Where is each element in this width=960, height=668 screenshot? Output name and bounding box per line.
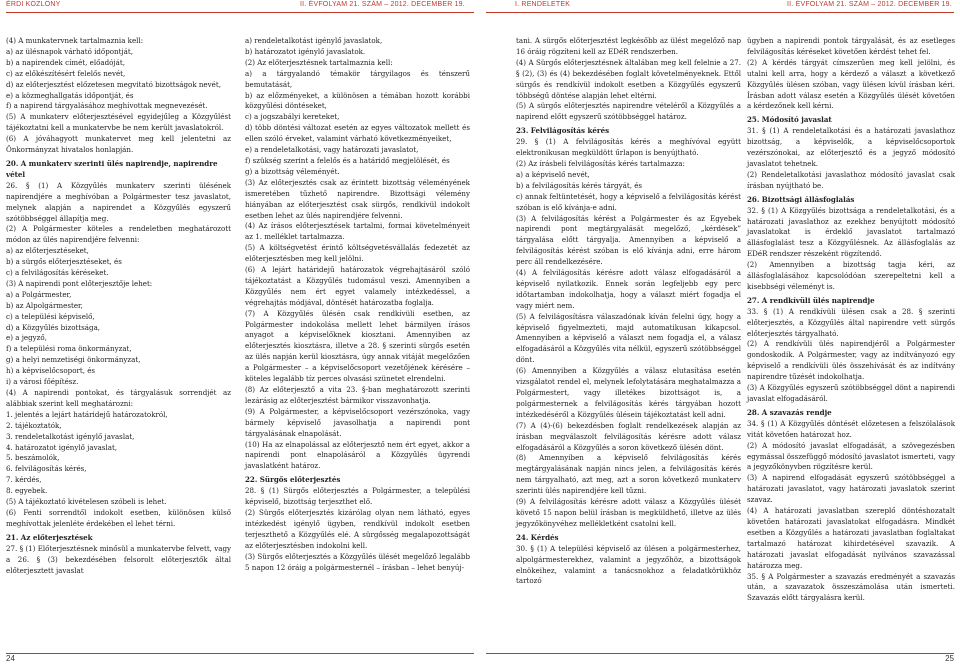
paragraph: a) az előterjesztéseket,	[6, 246, 89, 256]
paragraph: 32. § (1) A Közgyűlés bizottsága a rendeletalkotási, és a határozati javaslathoz az ezekhez benyújtott módosító javaslatokat is érdeklő javaslatot tartalmazó állásfoglalást tesz a Közgyűlésnek. Az állásfoglalás az EDéR rendszer részeként rögzítendő.	[747, 205, 955, 259]
footer-rule-left	[6, 653, 474, 654]
paragraph: d) az előterjesztést előzetesen megvitató bizottságok nevét,	[6, 79, 221, 89]
paragraph: (5) A munkaterv előterjesztésével egyidejűleg a Közgyűlést tájékoztatni kell a munkatervbe be nem került javaslatokról.	[6, 112, 231, 133]
paragraph: g) a helyi nemzetiségi önkormányzat,	[6, 355, 141, 365]
paragraph: f) a napirend tárgyalásához meghívottak megnevezését.	[6, 101, 208, 111]
page-number-right: 25	[945, 654, 954, 663]
section-heading: 25. Módosító javaslat	[747, 115, 832, 125]
paragraph: (2) A Polgármester köteles a rendeletben meghatározott módon az ülés napirendjére felvenni:	[6, 224, 231, 245]
paragraph: f) szükség szerint a felelős és a határidő megjelölését, és	[245, 155, 450, 165]
paragraph: (2) Rendeletalkotási javaslathoz módosító javaslat csak írásban nyújtható be.	[747, 169, 955, 190]
paragraph: (2) Az előterjesztésnek tartalmaznia kell:	[245, 57, 393, 67]
paragraph: (4) Az írásos előterjesztések tartalmi, formai követelményeit az 1. melléklet tartalmazza.	[245, 221, 470, 242]
paragraph: i) a városi főépítész.	[6, 377, 79, 387]
text-column-3	[516, 36, 741, 587]
paragraph: b) az Alpolgármester,	[6, 300, 83, 310]
paragraph: b) a felvilágosítás kérés tárgyát, és	[516, 180, 643, 190]
paragraph: (9) A felvilágosítás kérésre adott válasz a Közgyűlés ülését követő 15 napon belül írásban is megküldhető, illetve az ülés jegyzőkönyvéhez mellékletként csatolni kell.	[516, 497, 741, 528]
header-rule-right	[486, 12, 954, 13]
paragraph: (5) A sürgős előterjesztés napirendre vételéről a Közgyűlés a napirend előtt egyszerű szótöbbséggel határoz.	[516, 101, 741, 122]
paragraph: (4) A felvilágosítás kérésre adott válasz elfogadásáról a képviselő nyilatkozik. Ennek során legfeljebb egy perc időtartamban indokolhatja, hogy a választ miért fogadja el vagy miért nem.	[516, 268, 741, 310]
paragraph: 7. kérdés,	[6, 475, 42, 485]
paragraph: a) a Polgármester,	[6, 289, 72, 299]
footer-rule-right	[486, 653, 954, 654]
paragraph: 35. § A Polgármester a szavazás eredményét a szavazás után, a szavazatok összeszámolása után ismerteti. Szavazás előtt tárgyalásra kerül.	[747, 571, 955, 603]
paragraph: c) a felvilágosítás kéréseket.	[6, 268, 109, 278]
paragraph: (2) A rendkívüli ülés napirendjéről a Polgármester gondoskodik. A Polgármester, vagy az indítványozó egy képviselő a rendkívüli ülés összehívását és az indítvány napirendre tűzését indokolhatja.	[747, 339, 955, 382]
paragraph: (3) Az előterjesztés csak az érintett bizottság véleményének ismeretében tűzhető napirendre. Bizottsági vélemény hiányában az előterjesztést csak sürgős, rendkívül indokolt esetben lehet az ülés napirendjére felvenni.	[245, 177, 470, 220]
paragraph: (8) Az előterjesztő a vita 23. §-ban meghatározott szerinti lezárásig az előterjesztést bármikor visszavonhatja.	[245, 385, 470, 405]
paragraph: e) a rendeletalkotási, vagy határozati javaslatot,	[245, 145, 419, 155]
paragraph: (4) A munkatervnek tartalmaznia kell:	[6, 36, 144, 45]
paragraph: (3) A napirend elfogadását egyszerű szótöbbséggel a határozati javaslatot, vagy határozati javaslatok szerint szavaz.	[747, 473, 955, 505]
paragraph: a) a tárgyalandó témakör tárgyilagos és ténszerű bemutatását,	[245, 68, 470, 89]
paragraph: c) annak feltüntetését, hogy a képviselő a felvilágosítás kérést szóban is elő kívánja-e adni.	[516, 191, 741, 212]
paragraph: 1. jelentés a lejárt határidejű határozatokról,	[6, 409, 168, 419]
paragraph: (2) Sürgős előterjesztés kizárólag olyan nem látható, egyes intézkedést igénylő ügyben, rendkívül indokolt esetben terjeszthető a Közgyűlés elé. A sürgősség megalapozottságát az előterjesztésben indokolni kell.	[245, 507, 470, 550]
paragraph: 2. tájékoztatók,	[6, 420, 62, 430]
paragraph: (7) A (4)-(6) bekezdésben foglalt rendelkezések alapján az írásban megválaszolt felvilágosítás kérésre adott válasz elfogadásáról a Közgyűlés a soron következő ülésén dönt.	[516, 420, 741, 452]
paragraph: (10) Ha az elnapolással az előterjesztő nem ért egyet, akkor a napirendi pont elnapolásáról a Közgyűlés ügyrendi javaslatként határoz.	[245, 439, 470, 471]
paragraph: 3. rendeletalkotást igénylő javaslat,	[6, 431, 135, 441]
paragraph: (5) A költségvetést érintő költségvetésvállalás fedezetét az előterjesztésben meg kell jelölni.	[245, 243, 470, 264]
paragraph: (5) A tájékoztató kivételesen szóbeli is lehet.	[6, 497, 167, 507]
section-heading: 22. Sürgős előterjesztés	[245, 475, 341, 485]
paragraph: (2) A kérdés tárgyát címszerűen meg kell jelölni, és utalni kell arra, hogy a kérdező a választ a következő Közgyűlés ülésen szóban, vagy ülésen kívül írásban kéri. Írásban adott válasz esetén a Közgyűlés ülését követően a kérdezőnek kell kérni.	[747, 57, 955, 111]
paragraph: (8) Amennyiben a képviselő felvilágosítás kérés megtárgyalásának napján nincs jelen, a felvilágosítás kérés nem tárgyalható, azt meg, azt a soron következő munkaterv szerinti ülés napirendjére kell tűzni.	[516, 453, 741, 496]
paragraph: b) a napirendek címét, előadóját,	[6, 57, 125, 67]
paragraph: g) a bizottság véleményét.	[245, 166, 340, 176]
paragraph: (2) Amennyiben a bizottság tagja kéri, az állásfoglalásához kapcsolódóan szerepeltetni kell a kisebbségi véleményt is.	[747, 260, 955, 291]
paragraph: 34. § (1) A Közgyűlés döntését előzetesen a felszólalások vitát követően határozat hoz.	[747, 418, 955, 439]
paragraph: 6. felvilágosítás kérés,	[6, 464, 87, 474]
paragraph: (4) A Sürgős előterjesztésnek általában meg kell felelnie a 27. § (2), (3) és (4) bekezdésében foglalt követelményeknek. Ettől sürgős és rendkívül indokolt esetben a Közgyűlés egyszerű többségű döntése alapján lehet eltérni.	[516, 57, 741, 100]
paragraph: d) a Közgyűlés bizottsága,	[6, 322, 101, 332]
section-heading: 24. Kérdés	[516, 532, 559, 542]
section-heading: 28. A szavazás rendje	[747, 407, 832, 417]
paragraph: (3) A napirendi pont előterjesztője lehet:	[6, 278, 153, 288]
paragraph: e) a jegyző,	[6, 333, 47, 343]
section-heading: 27. A rendkívüli ülés napirendje	[747, 295, 875, 305]
text-column-1	[6, 36, 231, 576]
paragraph: 5. beszámolók,	[6, 453, 60, 463]
paragraph: (4) A napirendi pontokat, és tárgyalásuk sorrendjét az alábbiak szerint kell meghatározni:	[6, 388, 231, 408]
journal-title: ÉRDI KÖZLÖNY	[6, 1, 61, 8]
section-heading: 26. Bizottsági állásfoglalás	[747, 194, 855, 204]
paragraph: (2) Az írásbeli felvilágosítás kérés tartalmazza:	[516, 158, 685, 168]
paragraph: 33. § (1) A rendkívüli ülésen csak a 28. § szerinti előterjesztés, a Közgyűlés által napirendre vett sürgős előterjesztés tárgyalható.	[747, 306, 955, 338]
paragraph: (6) Amennyiben a Közgyűlés a válasz elutasítása esetén vizsgálatot rendel el, melynek lefolytatására meghatalmazza a Polgármestert, vagy illetékes bizottságot is, a polgármesternek a felvilágosítás kérés tárgyában hozott intézkedéséről a Közgyűlés ülésein tájékoztatást kell adni.	[516, 366, 741, 419]
paragraph: b) a sürgős előterjesztéseket, és	[6, 257, 122, 267]
paragraph: (5) A felvilágosításra válaszadónak kíván felelni úgy, hogy a képviselő figyelmezteti, majd automatikusan kikapcsol. Amennyiben a képviselő a választ nem fogadja el, a válasz elfogadásáról a Közgyűlés vita nélkül, egyszerű szótöbbséggel dönt.	[516, 311, 741, 365]
paragraph: ügyben a napirendi pontok tárgyalását, és az esetleges felvilágosítás kéréseket követően kérdést tehet fel.	[747, 36, 955, 56]
paragraph: b) határozatot igénylő javaslatok.	[245, 46, 366, 56]
paragraph: f) a települési roma önkormányzat,	[6, 344, 132, 354]
paragraph: b) az előzményeket, a különösen a témában hozott korábbi közgyűlési döntéseket,	[245, 90, 470, 111]
page-header	[0, 0, 960, 12]
paragraph: (6) A lejárt határidejű határozatok végrehajtásáról szóló tájékoztatást a Közgyűlés tudomásul veszi. Amennyiben a Közgyűlés nem ért egyet valamely intézkedéssel, a végrehajtás módjával, döntését határozatba foglalja.	[245, 265, 470, 307]
paragraph: 8. egyebek.	[6, 486, 48, 496]
paragraph: (2) A módosító javaslat elfogadását, a szövegezésben egymással összefüggő módosító javaslatot ismerteti, vagy a jegyzőkönyvben rögzítésre kerül.	[747, 440, 955, 472]
section-heading: 21. Az előterjesztések	[6, 532, 93, 542]
text-column-4	[747, 36, 955, 604]
paragraph: 29. § (1) A felvilágosítás kérés a meghívóval együtt elektronikusan megküldött űrlapon is benyújtható.	[516, 137, 741, 158]
paragraph: 26. § (1) A Közgyűlés munkaterv szerinti ülésének napirendjére a meghívóban a Polgármester tesz javaslatot, melynek alapján a napirendet a Közgyűlés egyszerű szótöbbséggel állapítja meg.	[6, 180, 231, 223]
paragraph: d) több döntési változat esetén az egyes változatok mellett és ellen szóló érveket, valamint várható következményeiket,	[245, 123, 470, 144]
paragraph: 27. § (1) Előterjesztésnek minősül a munkatervbe felvett, vagy a 26. § (3) bekezdésében felsorolt előterjesztők által előterjesztett javaslat	[6, 543, 231, 575]
paragraph: c) a jogszabályi kereteket,	[245, 112, 340, 122]
paragraph: c) az előkészítésért felelős nevét,	[6, 68, 126, 78]
paragraph: h) a képviselőcsoport, és	[6, 366, 96, 376]
paragraph: (3) Sürgős előterjesztés a Közgyűlés ülését megelőző legalább 5 napon 12 óráig a polgármesternél – írásban – lehet benyúj-	[245, 551, 470, 572]
paragraph: (6) A jóváhagyott munkatervet meg kell jelentetni az Önkormányzat hivatalos honlapján.	[6, 134, 231, 155]
paragraph: (3) A Közgyűlés egyszerű szótöbbséggel dönt a napirendi javaslat elfogadásáról.	[747, 383, 955, 403]
text-column-2	[245, 36, 470, 573]
issue-info-right: II. ÉVFOLYAM 21. SZÁM – 2012. DECEMBER 19.	[787, 1, 952, 8]
section-title: I. RENDELETEK	[515, 1, 571, 8]
paragraph: 28. § (1) Sürgős előterjesztés a Polgármester, a települési képviselő, bizottság terjeszthet elő.	[245, 486, 470, 507]
paragraph: a) az ülésnapok várható időpontját,	[6, 46, 133, 56]
issue-info-left: II. ÉVFOLYAM 21. SZÁM – 2012. DECEMBER 19.	[300, 1, 465, 8]
paragraph: tani. A sürgős előterjesztést legkésőbb az ülést megelőző nap 16 óráig rögzíteni kell az EDéR rendszerben.	[516, 36, 741, 56]
paragraph: (6) Fenti sorrendtől indokolt esetben, különösen külső meghívottak jelenléte érdekében el lehet térni.	[6, 507, 231, 528]
section-heading: 20. A munkaterv szerinti ülés napirendje, napirendre vétel	[6, 158, 218, 179]
section-heading: 23. Felvilágosítás kérés	[516, 126, 610, 136]
paragraph: a) a képviselő nevét,	[516, 169, 590, 179]
header-rule-left	[6, 12, 474, 13]
paragraph: (9) A Polgármester, a képviselőcsoport vezérszónoka, vagy bármely képviselő javasolhatja a napirendi pont tárgyalásának elnapolását.	[245, 406, 470, 438]
paragraph: a) rendeletalkotást igénylő javaslatok,	[245, 36, 383, 45]
paragraph: 4. határozatot igénylő javaslat,	[6, 442, 118, 452]
paragraph: 31. § (1) A rendeletalkotási és a határozati javaslathoz bizottság, a képviselők, a képviselőcsoportok vezérszónokai, az előterjesztő és a jegyző módosító javaslatot tehetnek.	[747, 126, 955, 168]
paragraph: c) a települési képviselő,	[6, 311, 95, 321]
paragraph: e) a közmeghallgatás időpontját, és	[6, 90, 134, 100]
paragraph: (4) A határozati javaslatban szereplő döntéshozatalt követően határozati javaslatokat elfogadásra. Mindkét esetben a Közgyűlés a határozati javaslatban foglaltakat tartalmazó határozat kihirdetésével szavazik. A határozati javaslat elfogadását nyilvános szavazással határozza meg.	[747, 506, 955, 570]
page-number-left: 24	[6, 654, 15, 663]
paragraph: 30. § (1) A települési képviselő az ülésen a polgármesterhez, alpolgármesterekhez, valamint a jegyzőhöz, a bizottságok elnökeihez, valamint a tanácsnokhoz a feladatkörükhöz tartozó	[516, 543, 741, 586]
paragraph: (3) A felvilágosítás kérést a Polgármester és az Egyebek napirendi pont megtárgyalását megelőző, „kérdések” tárgyalása előtt tárgyalja. Amennyiben a képviselő a felvilágosítás kérést szóban is elő kívánja adni, erre három perc áll rendelkezésére.	[516, 213, 741, 267]
paragraph: (7) A Közgyűlés ülésén csak rendkívüli esetben, az Polgármester indokolása mellett lehet bármilyen írásos anyagot a képviselőknek kiosztani. Amennyiben az előterjesztés kiosztásra, illetve a 28. § szerinti sürgős esetén az ülés napján kerül kiosztásra, úgy annak vitáját megelőzően a Polgármester – a képviselőcsoport vezetőjének kérésére – köteles legalább tíz perces olvasási szünetet elrendelni.	[245, 308, 470, 384]
